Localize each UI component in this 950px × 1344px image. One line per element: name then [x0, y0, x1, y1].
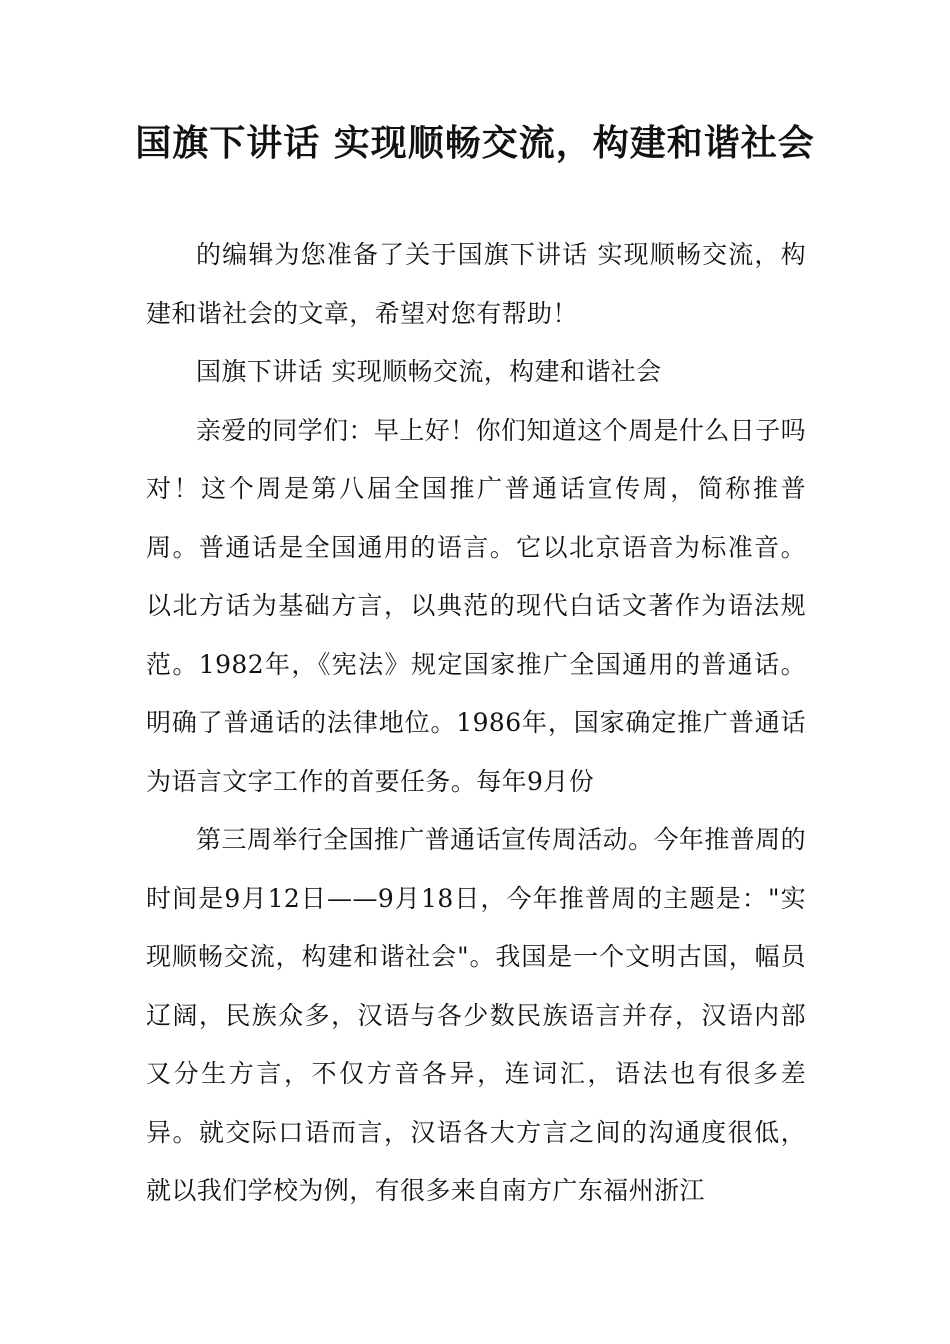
document-body	[146, 226, 806, 1221]
paragraph-theme: 第三周举行全国推广普通话宣传周活动。今年推普周的时间是9月12日——9月18日，今年推普周的主题是："实现顺畅交流，构建和谐社会"。我国是一个文明古国，幅员辽阔，民族众多，汉语与各少数民族语言并存，汉语内部又分生方言，不仅方音各异，连词汇，语法也有很多差异。就交际口语而言，汉语各大方言之间的沟通度很低，就以我们学校为例，有很多来自南方广东福州浙江	[146, 825, 806, 1205]
document-title: 国旗下讲话 实现顺畅交流，构建和谐社会	[135, 123, 815, 164]
paragraph-greeting: 亲爱的同学们：早上好！你们知道这个周是什么日子吗 对！这个周是第八届全国推广普通话宣传周，简称推普周。普通话是全国通用的语言。它以北京语音为标准音。以北方话为基础方言，以典范的现代白话文著作为语法规范。1982年，《宪法》规定国家推广全国通用的普通话。明确了普通话的法律地位。1986年，国家确定推广普通话为语言文字工作的首要任务。每年9月份	[146, 415, 806, 796]
paragraph-intro: 的编辑为您准备了关于国旗下讲话 实现顺畅交流，构建和谐社会的文章，希望对您有帮助！	[146, 240, 806, 328]
paragraph-subtitle: 国旗下讲话 实现顺畅交流，构建和谐社会	[196, 357, 662, 386]
